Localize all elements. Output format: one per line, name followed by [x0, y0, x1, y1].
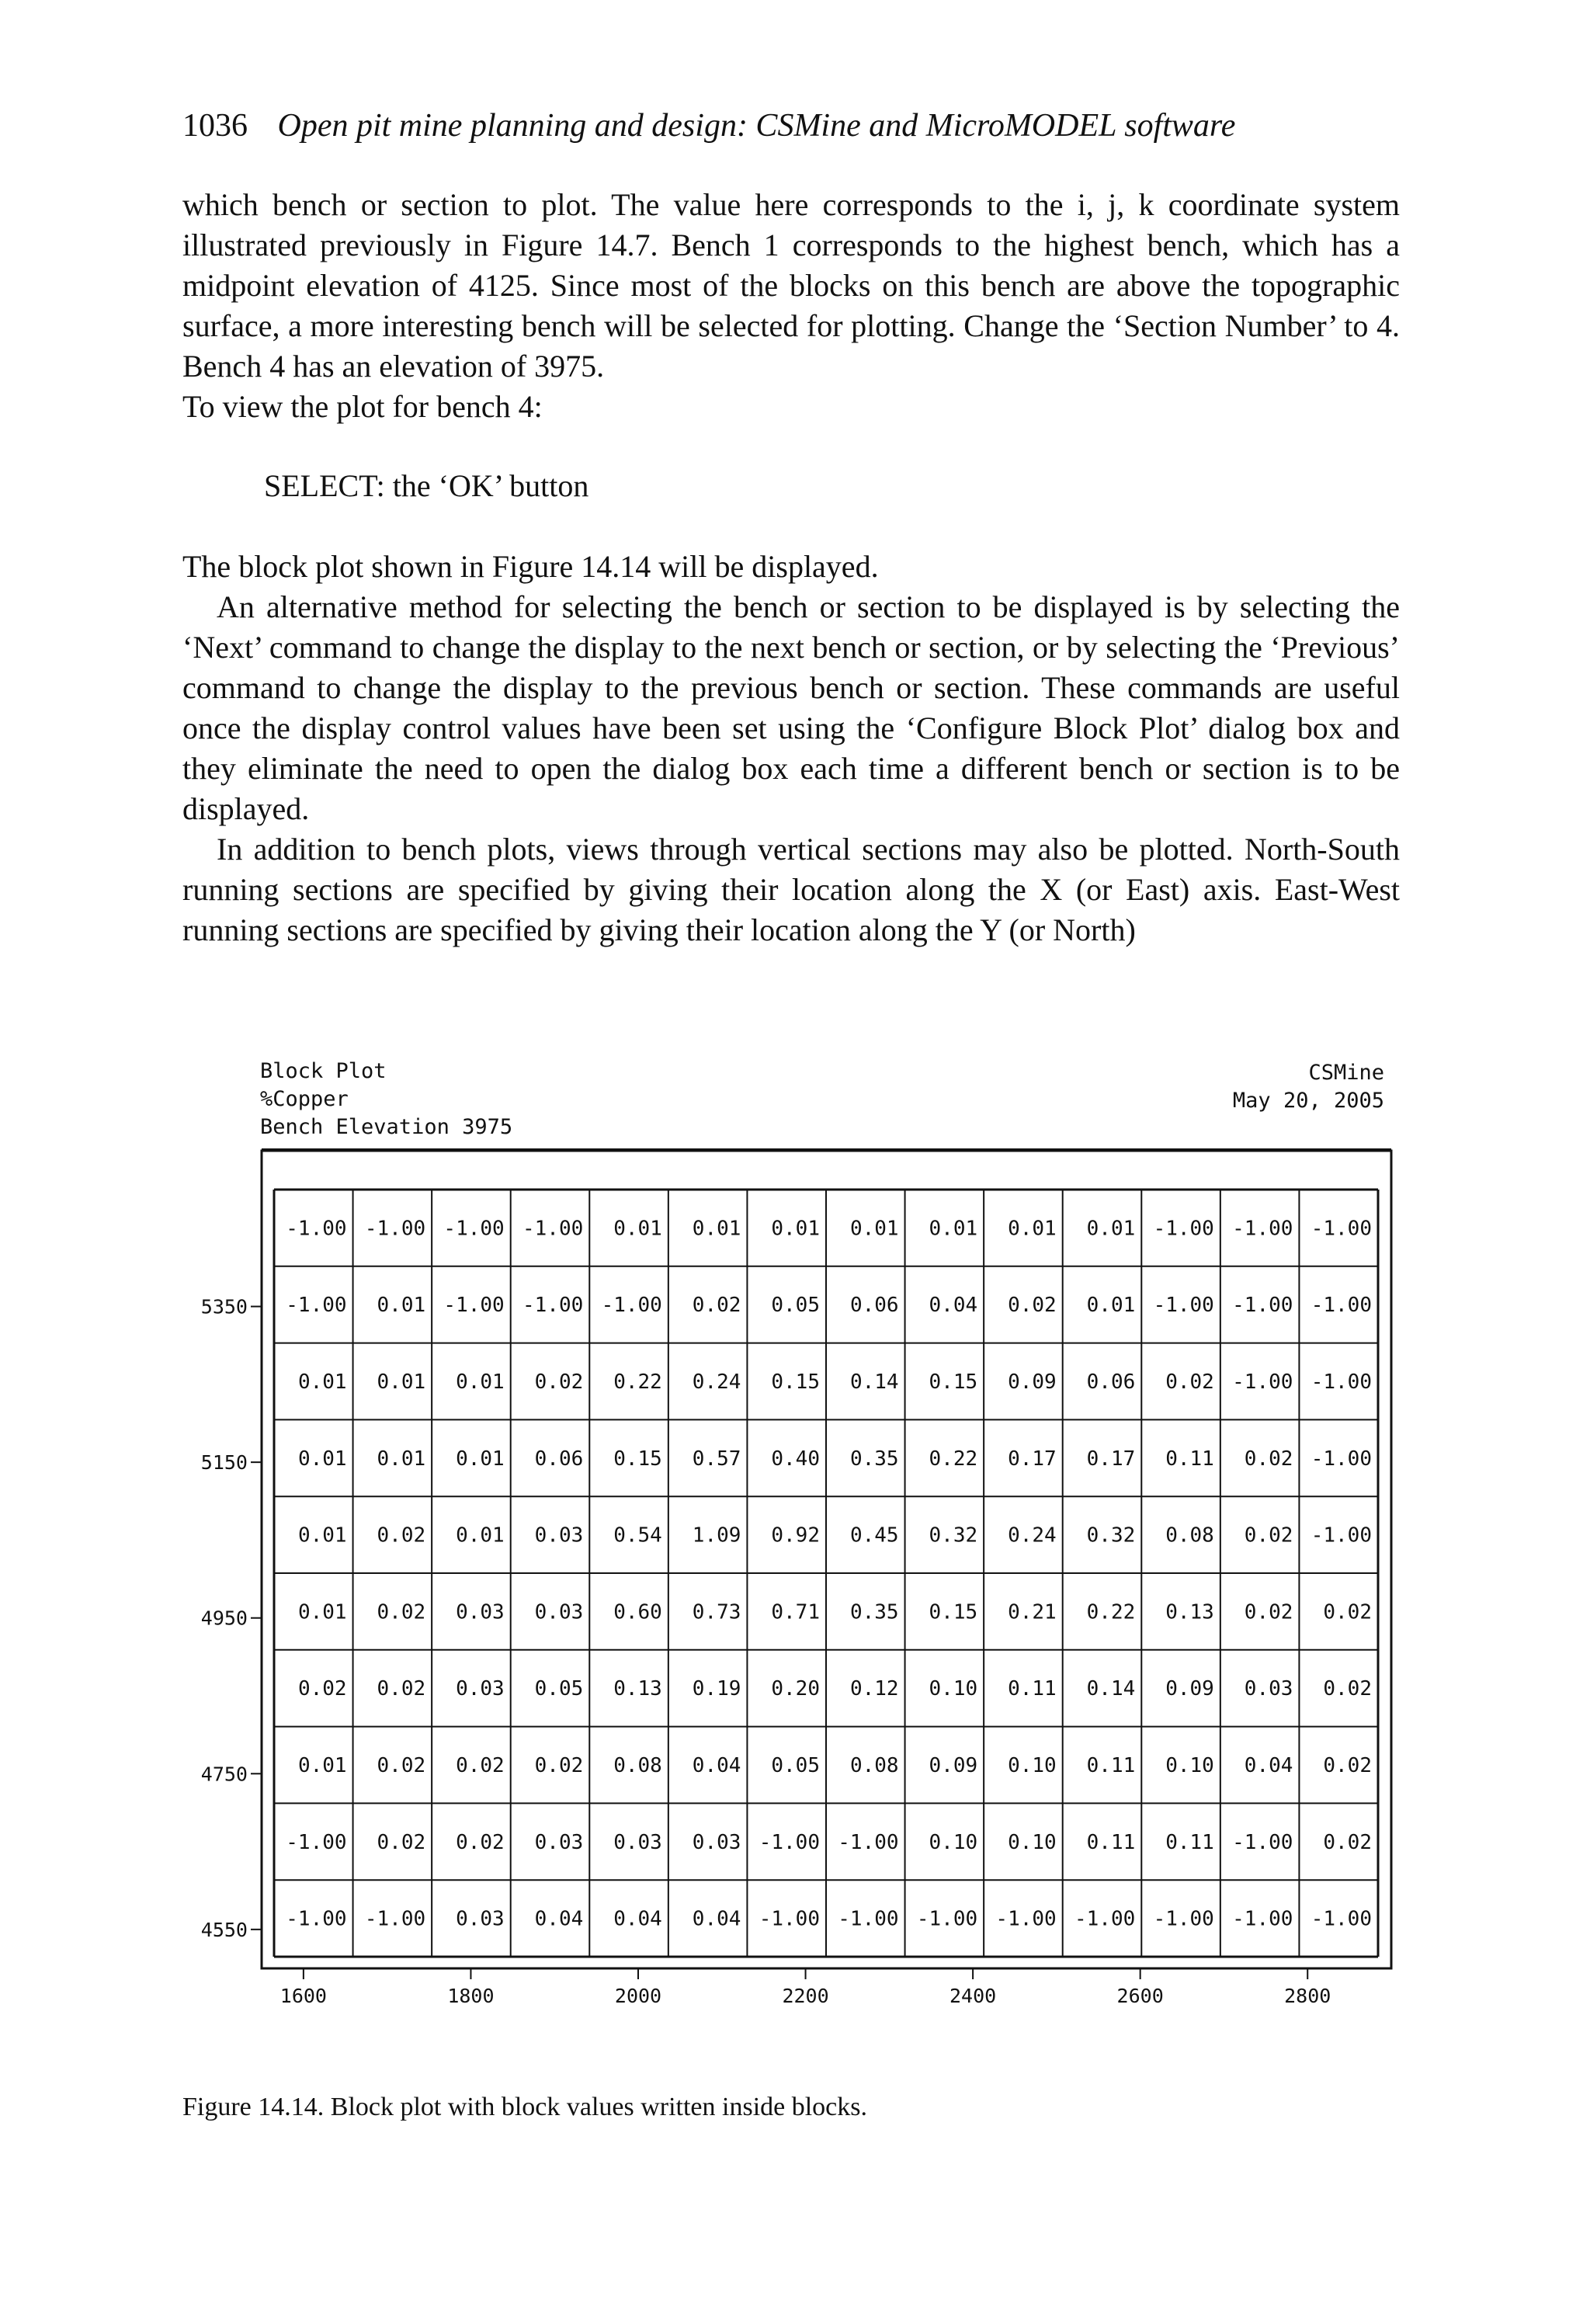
- block-value: 0.03: [1244, 1677, 1293, 1701]
- block-value: -1.00: [1311, 1523, 1372, 1548]
- block-value: 0.02: [1244, 1447, 1293, 1471]
- block-value: -1.00: [838, 1907, 899, 1931]
- block-value: 0.20: [771, 1677, 820, 1701]
- block-value: -1.00: [1153, 1294, 1214, 1318]
- block-value: 0.03: [534, 1830, 584, 1854]
- block-value: 0.03: [456, 1600, 505, 1624]
- block-value: 0.40: [771, 1447, 820, 1471]
- block-value: 0.01: [297, 1754, 347, 1777]
- plot-title: Block Plot: [260, 1059, 387, 1083]
- block-value: 0.02: [1165, 1370, 1214, 1394]
- block-value: 0.02: [1008, 1294, 1057, 1318]
- block-value: 0.24: [692, 1370, 741, 1394]
- block-value: 0.02: [1323, 1600, 1372, 1624]
- x-tick-label: 1800: [447, 1985, 495, 2007]
- block-value: 0.22: [613, 1370, 662, 1394]
- block-value: 0.02: [534, 1754, 584, 1777]
- block-value: 0.05: [534, 1677, 584, 1701]
- block-value: 0.01: [613, 1217, 662, 1241]
- block-value: -1.00: [838, 1830, 899, 1854]
- block-value: 0.03: [692, 1830, 741, 1854]
- block-value: 0.11: [1008, 1677, 1057, 1701]
- block-value: 0.08: [613, 1754, 662, 1777]
- x-tick-label: 2600: [1116, 1985, 1164, 2007]
- block-value: 0.06: [1086, 1370, 1136, 1394]
- block-value: -1.00: [1074, 1907, 1136, 1931]
- paragraph-4: An alternative method for selecting the bench or section to be displayed is by selecting the ‘Next’ command to change the display to the next bench or section, or by selecting the ‘Previous’ command to change the display to the previous bench or section. These commands are useful once the display control values have been set using the ‘Configure Block Plot’ dialog box and they eliminate the need to open the dialog box each time a different bench or section is to be displayed.: [182, 589, 1400, 826]
- body-text-bottom: [182, 547, 1400, 950]
- block-value: 0.05: [771, 1754, 820, 1777]
- block-value: -1.00: [759, 1830, 820, 1854]
- block-value: 0.02: [297, 1677, 347, 1701]
- plot-date: May 20, 2005: [1232, 1089, 1384, 1113]
- block-value: 0.01: [456, 1447, 505, 1471]
- block-value: 0.11: [1165, 1830, 1214, 1854]
- block-value: 0.02: [456, 1754, 505, 1777]
- block-value: 0.13: [613, 1677, 662, 1701]
- block-value: 0.32: [929, 1523, 978, 1548]
- block-value: 0.17: [1086, 1447, 1136, 1471]
- block-value: -1.00: [759, 1907, 820, 1931]
- block-value: -1.00: [1232, 1217, 1293, 1241]
- block-value: 0.01: [377, 1370, 426, 1394]
- block-value: 0.01: [1086, 1294, 1136, 1318]
- y-tick-label: 5150: [200, 1451, 248, 1475]
- block-value: 0.02: [377, 1600, 426, 1624]
- paragraph-1: which bench or section to plot. The value here corresponds to the i, j, k coordinate system illustrated previously in Figure 14.7. Bench 1 corresponds to the highest bench, which has a midpoint elevation of 4125. Since most of the blocks on this bench are above the topographic surface, a more interesting bench will be selected for plotting. Change the ‘Section Number’ to 4. Bench 4 has an elevation of 3975.: [182, 187, 1400, 384]
- block-value: 0.09: [929, 1754, 978, 1777]
- block-plot-chart: [0, 1048, 1590, 2058]
- x-tick-label: 2200: [782, 1985, 829, 2007]
- block-value: 0.02: [377, 1677, 426, 1701]
- block-value: 0.13: [1165, 1600, 1214, 1624]
- y-tick-label: 4950: [200, 1607, 248, 1630]
- block-value: 1.09: [692, 1523, 741, 1548]
- block-value: 0.01: [692, 1217, 741, 1241]
- block-value: 0.01: [1008, 1217, 1057, 1241]
- block-value: 0.21: [1008, 1600, 1057, 1624]
- x-tick-label: 2400: [949, 1985, 997, 2007]
- block-value: 0.06: [849, 1294, 899, 1318]
- x-tick-label: 1600: [279, 1985, 327, 2007]
- block-value: 0.15: [771, 1370, 820, 1394]
- block-value: 0.01: [297, 1600, 347, 1624]
- block-value: -1.00: [1311, 1370, 1372, 1394]
- block-value: -1.00: [443, 1217, 505, 1241]
- block-value: 0.01: [297, 1523, 347, 1548]
- block-value: 0.35: [849, 1447, 899, 1471]
- block-value: -1.00: [916, 1907, 978, 1931]
- block-value: 0.24: [1008, 1523, 1057, 1548]
- block-value: -1.00: [995, 1907, 1057, 1931]
- block-value: 0.92: [771, 1523, 820, 1548]
- block-value: 0.35: [849, 1600, 899, 1624]
- block-value: 0.01: [377, 1447, 426, 1471]
- block-value: -1.00: [1153, 1907, 1214, 1931]
- block-value: 0.11: [1086, 1754, 1136, 1777]
- block-value: 0.10: [929, 1830, 978, 1854]
- block-value: 0.10: [1165, 1754, 1214, 1777]
- block-value: 0.09: [1008, 1370, 1057, 1394]
- block-value: -1.00: [1232, 1830, 1293, 1854]
- block-value: 0.02: [377, 1754, 426, 1777]
- block-value: 0.01: [297, 1370, 347, 1394]
- block-value: -1.00: [364, 1907, 426, 1931]
- block-value: 0.71: [771, 1600, 820, 1624]
- block-value: 0.03: [456, 1677, 505, 1701]
- block-value: -1.00: [522, 1217, 584, 1241]
- block-value: -1.00: [364, 1217, 426, 1241]
- block-value: 0.02: [1323, 1830, 1372, 1854]
- block-value: 0.01: [456, 1523, 505, 1548]
- block-value: 0.02: [1323, 1754, 1372, 1777]
- block-value: -1.00: [1153, 1217, 1214, 1241]
- block-value: 0.45: [849, 1523, 899, 1548]
- block-value: 0.57: [692, 1447, 741, 1471]
- block-value: 0.03: [534, 1600, 584, 1624]
- block-value: 0.04: [1244, 1754, 1293, 1777]
- plot-software-name: CSMine: [1308, 1061, 1384, 1085]
- block-value: 0.02: [1244, 1600, 1293, 1624]
- block-value: 0.01: [1086, 1217, 1136, 1241]
- block-value: 0.17: [1008, 1447, 1057, 1471]
- block-value: 0.10: [929, 1677, 978, 1701]
- block-value: 0.02: [692, 1294, 741, 1318]
- figure-caption: Figure 14.14. Block plot with block values written inside blocks.: [182, 2093, 868, 2121]
- block-value: -1.00: [1311, 1907, 1372, 1931]
- block-value: 0.01: [456, 1370, 505, 1394]
- block-value: 0.02: [1244, 1523, 1293, 1548]
- block-value: -1.00: [286, 1830, 347, 1854]
- block-value: 0.14: [849, 1370, 899, 1394]
- block-value: -1.00: [286, 1294, 347, 1318]
- y-tick-label: 4550: [200, 1918, 248, 1941]
- block-value: 0.04: [692, 1907, 741, 1931]
- figure-block-plot: [0, 1048, 1590, 2058]
- block-value: 0.15: [929, 1370, 978, 1394]
- block-value: 0.10: [1008, 1754, 1057, 1777]
- block-value: 0.02: [456, 1830, 505, 1854]
- block-value: 0.60: [613, 1600, 662, 1624]
- block-value: -1.00: [1311, 1217, 1372, 1241]
- block-value: 0.04: [534, 1907, 584, 1931]
- y-tick-label: 5350: [200, 1295, 248, 1318]
- select-instruction: SELECT: the ‘OK’ button: [264, 468, 589, 503]
- block-value: 0.73: [692, 1600, 741, 1624]
- block-value: 0.05: [771, 1294, 820, 1318]
- running-title: Open pit mine planning and design: CSMine and MicroMODEL software: [277, 108, 1236, 144]
- paragraph-3: The block plot shown in Figure 14.14 will be displayed.: [182, 549, 879, 584]
- body-text-top: [182, 185, 1400, 427]
- block-value: 0.08: [1165, 1523, 1214, 1548]
- block-value: -1.00: [286, 1217, 347, 1241]
- block-value: 0.02: [377, 1830, 426, 1854]
- block-value: 0.22: [929, 1447, 978, 1471]
- block-value: 0.02: [1323, 1677, 1372, 1701]
- block-value: 0.02: [534, 1370, 584, 1394]
- block-value: 0.15: [613, 1447, 662, 1471]
- block-value: 0.14: [1086, 1677, 1136, 1701]
- block-value: 0.09: [1165, 1677, 1214, 1701]
- x-tick-label: 2000: [614, 1985, 662, 2007]
- block-value: 0.06: [534, 1447, 584, 1471]
- block-value: -1.00: [1232, 1907, 1293, 1931]
- block-value: 0.19: [692, 1677, 741, 1701]
- block-value: 0.03: [456, 1907, 505, 1931]
- block-value: 0.32: [1086, 1523, 1136, 1548]
- block-value: 0.22: [1086, 1600, 1136, 1624]
- plot-variable: %Copper: [260, 1087, 349, 1111]
- block-value: 0.08: [849, 1754, 899, 1777]
- paragraph-5: In addition to bench plots, views through vertical sections may also be plotted. North-South running sections are specified by giving their location along the X (or East) axis. East-West running sections are specified by giving their location along the Y (or North): [182, 832, 1400, 947]
- block-value: -1.00: [522, 1294, 584, 1318]
- block-value: -1.00: [1232, 1370, 1293, 1394]
- block-value: -1.00: [1311, 1447, 1372, 1471]
- block-value: 0.11: [1086, 1830, 1136, 1854]
- block-value: 0.01: [929, 1217, 978, 1241]
- block-value: 0.54: [613, 1523, 662, 1548]
- x-tick-label: 2800: [1284, 1985, 1331, 2007]
- block-value: -1.00: [286, 1907, 347, 1931]
- running-head: [182, 106, 1394, 146]
- block-value: -1.00: [1232, 1294, 1293, 1318]
- block-value: 0.02: [377, 1523, 426, 1548]
- paragraph-2: To view the plot for bench 4:: [182, 389, 543, 424]
- block-value: 0.04: [929, 1294, 978, 1318]
- block-value: -1.00: [601, 1294, 662, 1318]
- block-value: 0.03: [613, 1830, 662, 1854]
- y-tick-label: 4750: [200, 1763, 248, 1786]
- plot-bench-elevation: Bench Elevation 3975: [260, 1115, 513, 1139]
- block-value: 0.12: [849, 1677, 899, 1701]
- block-value: -1.00: [1311, 1294, 1372, 1318]
- block-value: 0.03: [534, 1523, 584, 1548]
- page-number: 1036: [182, 108, 248, 144]
- block-value: -1.00: [443, 1294, 505, 1318]
- block-value: 0.01: [377, 1294, 426, 1318]
- block-value: 0.10: [1008, 1830, 1057, 1854]
- block-value: 0.11: [1165, 1447, 1214, 1471]
- block-value: 0.04: [692, 1754, 741, 1777]
- block-value: 0.01: [849, 1217, 899, 1241]
- block-value: 0.01: [297, 1447, 347, 1471]
- block-value: 0.04: [613, 1907, 662, 1931]
- block-value: 0.15: [929, 1600, 978, 1624]
- block-value: 0.01: [771, 1217, 820, 1241]
